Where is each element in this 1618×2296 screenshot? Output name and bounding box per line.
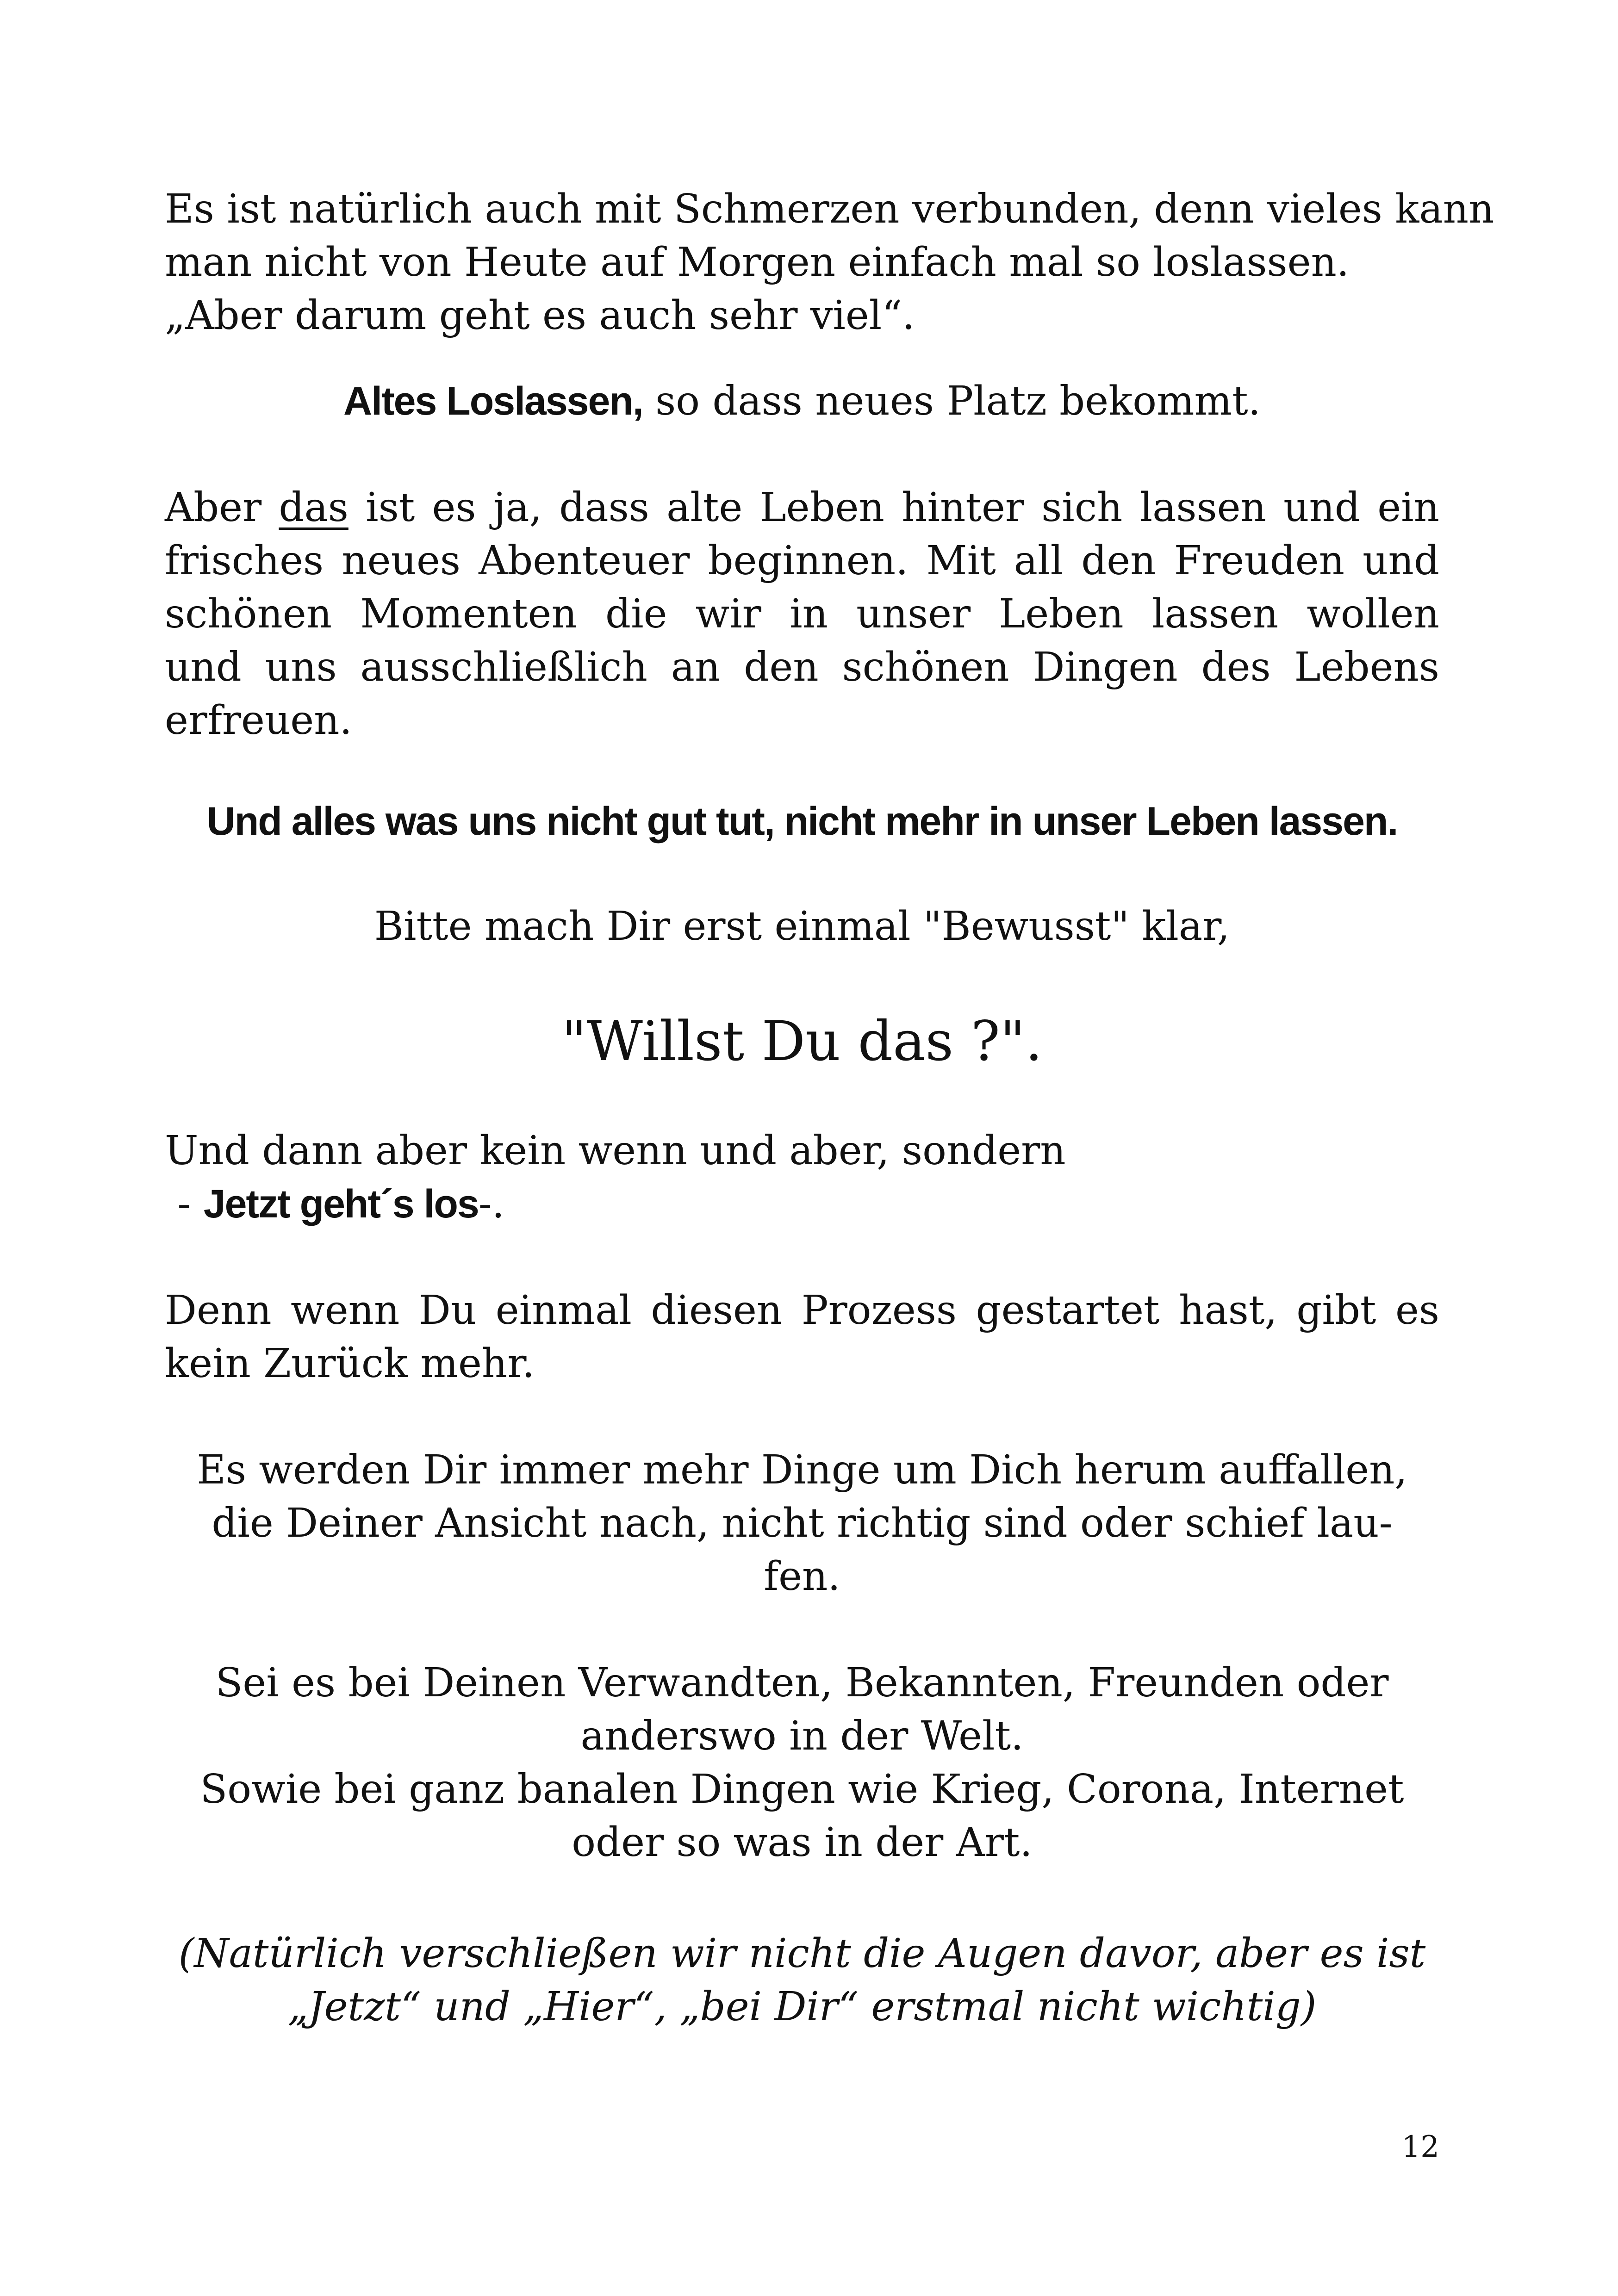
text-line — [165, 481, 1439, 534]
paragraph-italic-note — [165, 1927, 1439, 2034]
paragraph-bold-statement: Und alles was uns nicht gut tut, nicht mehr in unser Leben lassen. — [206, 799, 1398, 844]
bold-phrase: Jetzt geht´s los — [203, 1182, 479, 1226]
text-line: Es ist natürlich auch mit Schmerzen verbunden, denn vieles kann — [165, 186, 1494, 232]
bold-phrase: Altes Loslassen, — [343, 379, 643, 423]
text-span: -. — [478, 1181, 505, 1227]
paragraph-abenteuer — [165, 481, 1439, 747]
paragraph-intro — [165, 183, 1494, 342]
text-line: Sowie bei ganz banalen Dingen wie Krieg, Corona, Internet — [200, 1766, 1404, 1812]
text-line: „Aber darum geht es auch sehr viel“. — [165, 292, 915, 339]
text-span: Aber — [165, 484, 279, 531]
text-span: ist es ja, dass alte Leben hinter sich lassen und ein — [348, 484, 1439, 531]
text-line: erfreuen. — [165, 697, 352, 744]
text-line: man nicht von Heute auf Morgen einfach mal so loslassen. — [165, 239, 1350, 285]
text-line: die Deiner Ansicht nach, nicht richtig sind oder schief lau- — [212, 1500, 1393, 1546]
text-line: Es werden Dir immer mehr Dinge um Dich herum auffallen, — [197, 1447, 1407, 1493]
heading-question: "Willst Du das ?". — [561, 1009, 1043, 1073]
text-line: anderswo in der Welt. — [580, 1713, 1024, 1759]
text-line: „Jetzt“ und „Hier“, „bei Dir“ erstmal nicht wichtig) — [287, 1984, 1317, 2030]
paragraph-jetzt-gehts-los — [165, 1124, 1439, 1231]
paragraph-verwandten — [165, 1657, 1439, 1869]
text-line: Denn wenn Du einmal diesen Prozess gestartet hast, gibt es — [165, 1287, 1439, 1334]
underlined-word: das — [279, 484, 348, 531]
paragraph-prozess — [165, 1284, 1439, 1390]
text-line: Sei es bei Deinen Verwandten, Bekannten, Freunden oder — [215, 1660, 1389, 1706]
text-line: fen. — [764, 1553, 840, 1600]
text-span: - — [165, 1181, 204, 1227]
text-line: Und dann aber kein wenn und aber, sondern — [165, 1128, 1066, 1174]
text-line: (Natürlich verschließen wir nicht die Augen davor, aber es ist — [178, 1930, 1426, 1977]
text-line: kein Zurück mehr. — [165, 1340, 535, 1387]
text-line: oder so was in der Art. — [572, 1819, 1033, 1866]
paragraph-bewusst: Bitte mach Dir erst einmal "Bewusst" klar, — [374, 903, 1230, 949]
text-line: frisches neues Abenteuer beginnen. Mit all den Freuden und — [165, 538, 1439, 584]
text-line: schönen Momenten die wir in unser Leben lassen wollen — [165, 591, 1439, 637]
page-number: 12 — [1401, 2130, 1439, 2164]
paragraph-dinge — [165, 1444, 1439, 1603]
text-span: so dass neues Platz bekommt. — [642, 378, 1261, 424]
text-line — [165, 1178, 1439, 1231]
text-line: und uns ausschließlich an den schönen Dingen des Lebens — [165, 644, 1439, 690]
paragraph-altes-loslassen — [165, 375, 1439, 428]
